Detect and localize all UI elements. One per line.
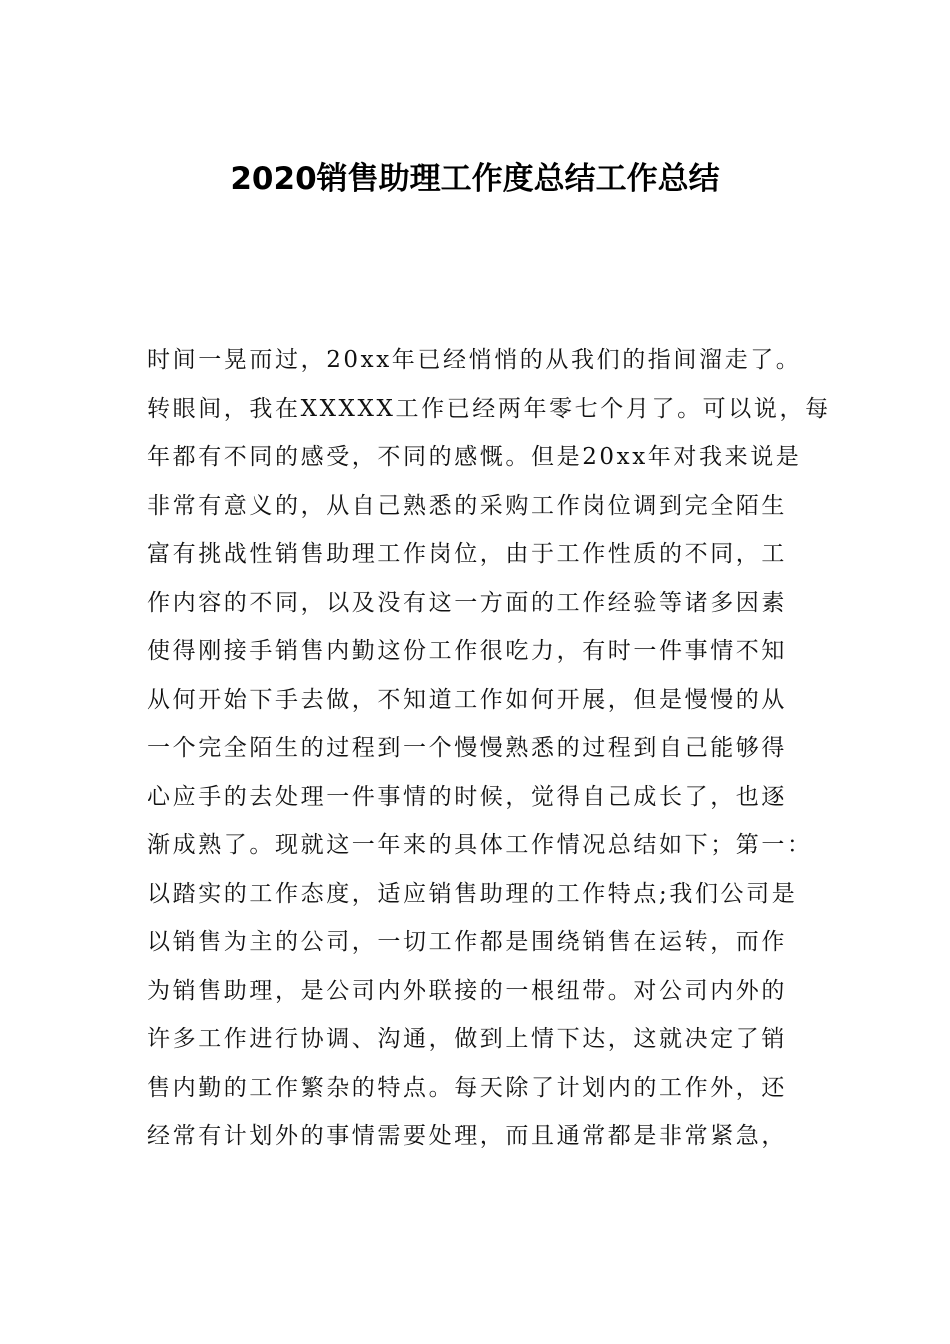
paragraph-line: 从何开始下手去做，不知道工作如何开展，但是慢慢的从 [147, 686, 787, 713]
paragraph-line: 作内容的不同，以及没有这一方面的工作经验等诸多因素 [147, 589, 787, 616]
paragraph-line: 富有挑战性销售助理工作岗位，由于工作性质的不同，工 [147, 541, 787, 567]
paragraph-line: 售内勤的工作繁杂的特点。每天除了计划内的工作外，还 [147, 1074, 787, 1101]
paragraph-line: 非常有意义的，从自己熟悉的采购工作岗位调到完全陌生 [147, 492, 787, 519]
paragraph-line: 以销售为主的公司，一切工作都是围绕销售在运转，而作 [147, 929, 787, 955]
paragraph-line: 以踏实的工作态度，适应销售助理的工作特点;我们公司是 [147, 880, 798, 907]
paragraph-line: 许多工作进行协调、沟通，做到上情下达，这就决定了销 [147, 1026, 787, 1052]
body-paragraph [147, 336, 847, 1161]
paragraph-line: 转眼间，我在XXXXX工作已经两年零七个月了。可以说，每 [147, 395, 831, 422]
paragraph-line: 年都有不同的感受，不同的感慨。但是20xx年对我来说是 [147, 444, 802, 470]
paragraph-line: 渐成熟了。现就这一年来的具体工作情况总结如下；第一： [147, 832, 813, 858]
paragraph-line: 心应手的去处理一件事情的时候，觉得自己成长了，也逐 [147, 783, 787, 810]
paragraph-line: 时间一晃而过，20xx年已经悄悄的从我们的指间溜走了。 [147, 347, 802, 373]
document-title: 2020销售助理工作度总结工作总结 [230, 161, 720, 197]
paragraph-line: 经常有计划外的事情需要处理，而且通常都是非常紧急， [147, 1123, 787, 1149]
paragraph-line: 使得刚接手销售内勤这份工作很吃力，有时一件事情不知 [147, 638, 787, 664]
paragraph-line: 为销售助理，是公司内外联接的一根纽带。对公司内外的 [147, 977, 787, 1004]
paragraph-line: 一个完全陌生的过程到一个慢慢熟悉的过程到自己能够得 [147, 735, 787, 761]
